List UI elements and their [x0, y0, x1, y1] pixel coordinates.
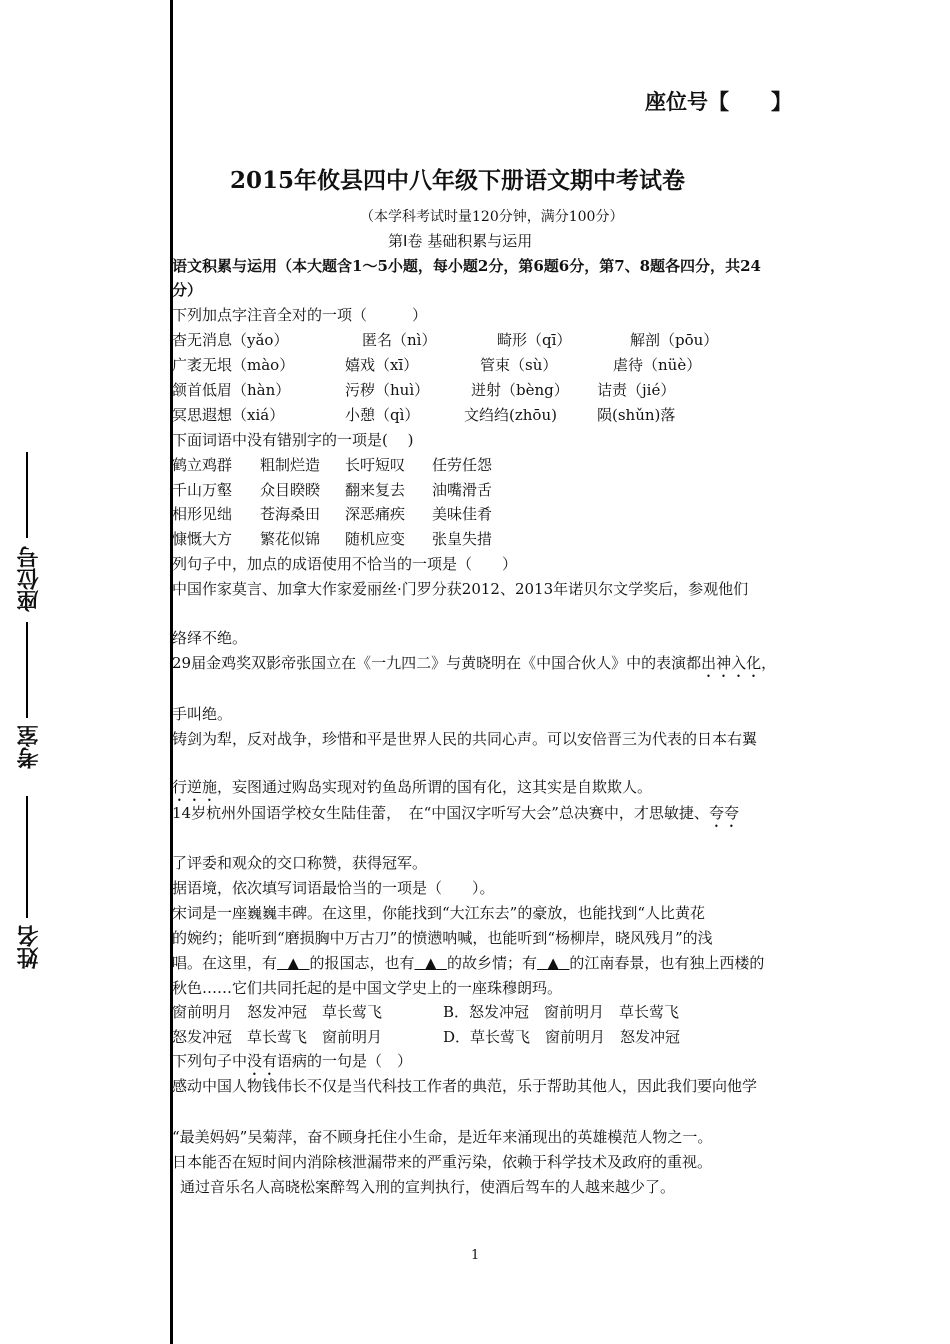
q2-a-3: 长吁短叹 — [345, 456, 406, 474]
q2-b-2: 众目睽睽 — [260, 481, 321, 499]
exam-title: 2015年攸县四中八年级下册语文期中考试卷 — [230, 167, 686, 194]
section-heading-2: 分） — [172, 281, 203, 299]
q1-b-3: 管束（sù） — [480, 356, 558, 374]
q3-d-line-2: 了评委和观众的交口称赞，获得冠军。 — [172, 854, 428, 872]
q2-d-3: 随机应变 — [345, 530, 406, 548]
q2-b-1: 千山万壑 — [172, 481, 233, 499]
q5-option-d: 通过音乐名人高晓松案醉驾入刑的宣判执行，使酒后驾车的人越来越少了。 — [180, 1178, 676, 1196]
q2-a-4: 任劳任怨 — [432, 456, 493, 474]
q2-d-4: 张皇失措 — [432, 530, 493, 548]
q3-stem: 列句子中，加点的成语使用不恰当的一项是（ ） — [172, 555, 518, 573]
q4-option-a: 窗前明月 怒发冲冠 草长莺飞 — [172, 1003, 383, 1021]
q4-passage-line-1: 宋词是一座巍巍丰碑。在这里，你能找到“大江东去”的豪放，也能找到“人比黄花 — [172, 904, 706, 922]
q4-option-c: 怒发冲冠 草长莺飞 窗前明月 — [172, 1028, 383, 1046]
room-label: 考室 — [17, 725, 42, 769]
q2-d-2: 繁花似锦 — [260, 530, 321, 548]
part-heading: 第Ⅰ卷 基础积累与运用 — [388, 232, 533, 250]
q4-passage-line-4: 秋色……它们共同托起的是中国文学史上的一座珠穆朗玛。 — [172, 979, 563, 997]
q2-a-1: 鹤立鸡群 — [172, 456, 233, 474]
q4-option-d: D．草长莺飞 窗前明月 怒发冲冠 — [443, 1028, 681, 1046]
q1-d-2: 小憩（qì） — [345, 406, 420, 424]
q1-a-2: 匿名（nì） — [362, 331, 437, 349]
q1-c-1: 颔首低眉（hàn） — [172, 381, 291, 399]
q1-d-1: 冥思遐想（xiá） — [172, 406, 285, 424]
q3-c-line-2: 行逆施，妄图通过购岛实现对钓鱼岛所谓的国有化，这其实是自欺欺人。 — [172, 778, 653, 796]
q2-b-3: 翻来复去 — [345, 481, 406, 499]
q1-d-3: 文绉绉(zhōu) — [464, 406, 557, 424]
q1-stem: 下列加点字注音全对的一项（ ） — [172, 306, 428, 324]
q4-blank-3: ▲ — [547, 954, 559, 972]
q1-a-4: 解剖（pōu） — [630, 331, 719, 349]
q3-b-line-2: 手叫绝。 — [172, 705, 233, 723]
q1-c-4: 诘责（jié） — [597, 381, 676, 399]
exam-subtitle: （本学科考试时量120分钟，满分100分） — [360, 209, 624, 225]
q4-stem: 据语境，依次填写词语最恰当的一项是（ ）。 — [172, 879, 495, 897]
q1-c-3: 迸射（bèng） — [471, 381, 569, 399]
q1-d-4: 陨(shǔn)落 — [597, 406, 676, 424]
name-blank-line — [26, 796, 28, 918]
page-number: 1 — [471, 1248, 480, 1263]
q5-stem: 下列句子中没有语病的一句是（ ） — [172, 1052, 413, 1070]
q4-passage-line-3: 唱。在这里，有 ▲ 的报国志，也有 ▲ 的故乡情；有 ▲ 的江南春景，也有独上西楼的 — [172, 954, 765, 972]
name-label: 姓名 — [17, 925, 42, 969]
section-heading-1: 语文积累与运用（本大题含1～5小题，每小题2分，第6题6分，第7、8题各四分，共24 — [172, 257, 761, 275]
q1-a-1: 杳无消息（yǎo） — [172, 331, 289, 349]
q3-c-line-1: 铸剑为犁，反对战争，珍惜和平是世界人民的共同心声。可以安倍晋三为代表的日本右翼 — [172, 730, 758, 748]
q1-b-2: 嬉戏（xī） — [345, 356, 419, 374]
q2-c-4: 美味佳肴 — [432, 505, 493, 523]
q4-option-b: B．怒发冲冠 窗前明月 草长莺飞 — [443, 1003, 680, 1021]
q1-b-4: 虐待（nüè） — [613, 356, 702, 374]
q2-stem: 下面词语中没有错别字的一项是( ) — [172, 431, 414, 449]
q2-c-2: 苍海桑田 — [260, 505, 321, 523]
q5-option-b: “最美妈妈”吴菊萍，奋不顾身托住小生命，是近年来涌现出的英雄模范人物之一。 — [172, 1128, 713, 1146]
q3-a-line-2: 络绎不绝。 — [172, 629, 248, 647]
q4-blank-1: ▲ — [287, 954, 300, 972]
q4-passage-line-2: 的婉约；能听到“磨损胸中万古刀”的愤懑呐喊，也能听到“杨柳岸，晓风残月”的浅 — [172, 929, 713, 947]
room-blank-line — [26, 622, 28, 718]
q1-a-3: 畸形（qī） — [497, 331, 572, 349]
q3-b-line-1: 29届金鸡奖双影帝张国立在《一九四二》与黄晓明在《中国合伙人》中的表演都出神入化， — [172, 654, 777, 672]
binding-margin — [0, 0, 173, 1344]
q2-c-1: 相形见绌 — [172, 505, 233, 523]
q1-b-1: 广袤无垠（mào） — [172, 356, 295, 374]
q2-a-2: 粗制烂造 — [260, 456, 321, 474]
q4-blank-2: ▲ — [424, 954, 437, 972]
q2-b-4: 油嘴滑舌 — [432, 481, 493, 499]
q3-a-line-1: 中国作家莫言、加拿大作家爱丽丝·门罗分获2012、2013年诺贝尔文学奖后，参观他们 — [172, 580, 749, 598]
seat-number-box: 座位号【 】 — [645, 90, 792, 114]
seat-label: 座位号 — [17, 546, 42, 612]
q1-c-2: 污秽（huì） — [345, 381, 430, 399]
q2-c-3: 深恶痛疾 — [345, 505, 406, 523]
q3-d-line-1: 14岁杭州外国语学校女生陆佳蕾， 在“中国汉字听写大会”总决赛中，才思敏捷、夸夸 — [172, 804, 739, 822]
q2-d-1: 慷慨大方 — [172, 530, 233, 548]
seat-blank-line — [26, 452, 28, 538]
q5-option-c: 日本能否在短时间内消除核泄漏带来的严重污染，依赖于科学技术及政府的重视。 — [172, 1153, 713, 1171]
q5-option-a: 感动中国人物钱伟长不仅是当代科技工作者的典范，乐于帮助其他人，因此我们要向他学 — [172, 1077, 758, 1095]
